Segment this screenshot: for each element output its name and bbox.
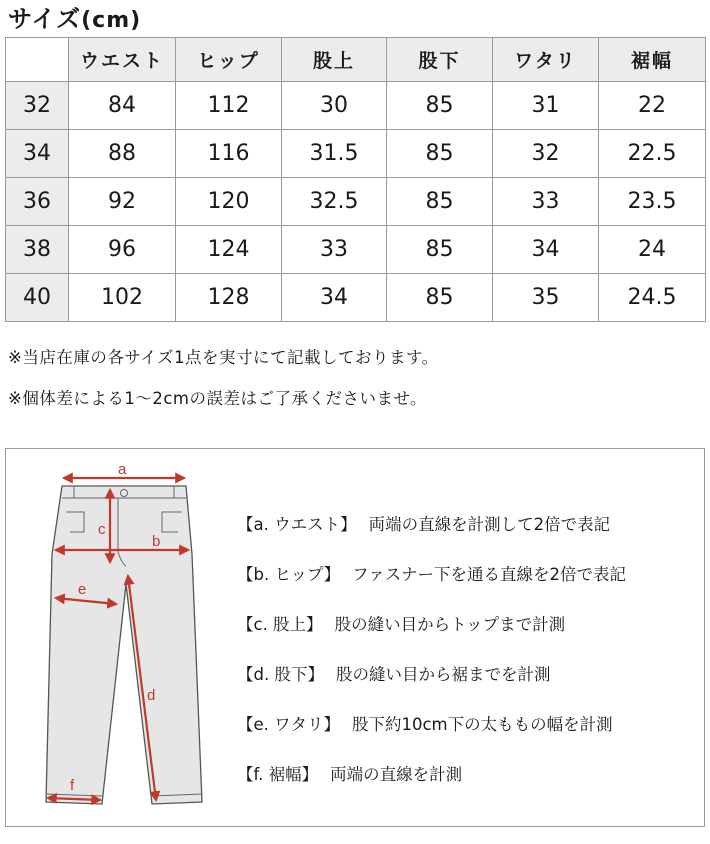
legend-key: 【b. ヒップ】 [237,565,341,584]
table-cell: 32 [493,130,599,178]
table-cell: 85 [387,226,493,274]
table-cell: 84 [69,82,176,130]
table-cell: 112 [176,82,282,130]
table-cell: 96 [69,226,176,274]
table-cell: 85 [387,130,493,178]
table-cell: 120 [176,178,282,226]
legend-desc: 股の縫い目から裾までを計測 [335,665,551,684]
table-cell: 22 [599,82,706,130]
row-size-cell: 34 [6,130,69,178]
legend-desc: ファスナー下を通る直線を2倍で表記 [352,565,626,584]
table-header-row [6,38,706,82]
page-title [8,2,141,36]
table-cell: 85 [387,274,493,322]
label-b: b [152,533,161,550]
measurement-guide [5,448,705,827]
table-cell: 34 [493,226,599,274]
legend-desc: 股の縫い目からトップまで計測 [334,615,566,634]
legend-key: 【e. ワタリ】 [237,715,340,734]
legend-item-inseam [237,663,550,687]
table-cell: 31.5 [282,130,387,178]
legend-item-hip [237,563,626,587]
table-cell: 102 [69,274,176,322]
label-d: d [147,687,156,704]
legend-key: 【a. ウエスト】 [237,515,357,534]
label-f: f [70,777,75,794]
table-cell: 31 [493,82,599,130]
label-e: e [78,581,87,598]
table-cell: 24 [599,226,706,274]
table-cell: 24.5 [599,274,706,322]
table-cell: 124 [176,226,282,274]
size-table [5,37,706,322]
legend-desc: 両端の直線を計測 [330,765,463,784]
note-measurement: ※当店在庫の各サイズ1点を実寸にて記載しております。 [8,348,439,367]
row-size-cell: 40 [6,274,69,322]
legend-item-hem [237,763,462,787]
legend-item-thigh [237,713,613,737]
table-cell: 88 [69,130,176,178]
table-cell: 33 [493,178,599,226]
table-cell: 85 [387,178,493,226]
legend-desc: 股下約10cm下の太ももの幅を計測 [351,715,613,734]
legend-key: 【d. 股下】 [237,665,324,684]
column-header-hem: 裾幅 [599,38,706,82]
table-cell: 22.5 [599,130,706,178]
title-text: サイズ [8,5,82,33]
legend-key: 【f. 裾幅】 [237,765,319,784]
table-cell: 32.5 [282,178,387,226]
table-cell: 35 [493,274,599,322]
corner-cell [6,38,69,82]
table-row [6,178,706,226]
column-header-inseam: 股下 [387,38,493,82]
pants-outline [46,486,202,804]
label-c: c [98,521,106,538]
legend-key: 【c. 股上】 [237,615,323,634]
table-cell: 116 [176,130,282,178]
legend-item-waist [237,513,610,537]
column-header-waist: ウエスト [69,38,176,82]
pants-diagram [34,464,214,814]
table-cell: 33 [282,226,387,274]
column-header-hip: ヒップ [176,38,282,82]
table-row [6,82,706,130]
table-cell: 128 [176,274,282,322]
row-size-cell: 36 [6,178,69,226]
table-row [6,130,706,178]
legend-desc: 両端の直線を計測して2倍で表記 [368,515,611,534]
table-row [6,226,706,274]
table-cell: 23.5 [599,178,706,226]
row-size-cell: 32 [6,82,69,130]
table-row [6,274,706,322]
legend-item-rise [237,613,565,637]
table-cell: 85 [387,82,493,130]
table-cell: 92 [69,178,176,226]
note-tolerance: ※個体差による1〜2cmの誤差はご了承くださいませ。 [8,389,427,408]
table-cell: 30 [282,82,387,130]
title-unit: (cm) [81,8,142,33]
label-a: a [118,464,127,478]
column-header-rise: 股上 [282,38,387,82]
column-header-thigh: ワタリ [493,38,599,82]
table-cell: 34 [282,274,387,322]
row-size-cell: 38 [6,226,69,274]
